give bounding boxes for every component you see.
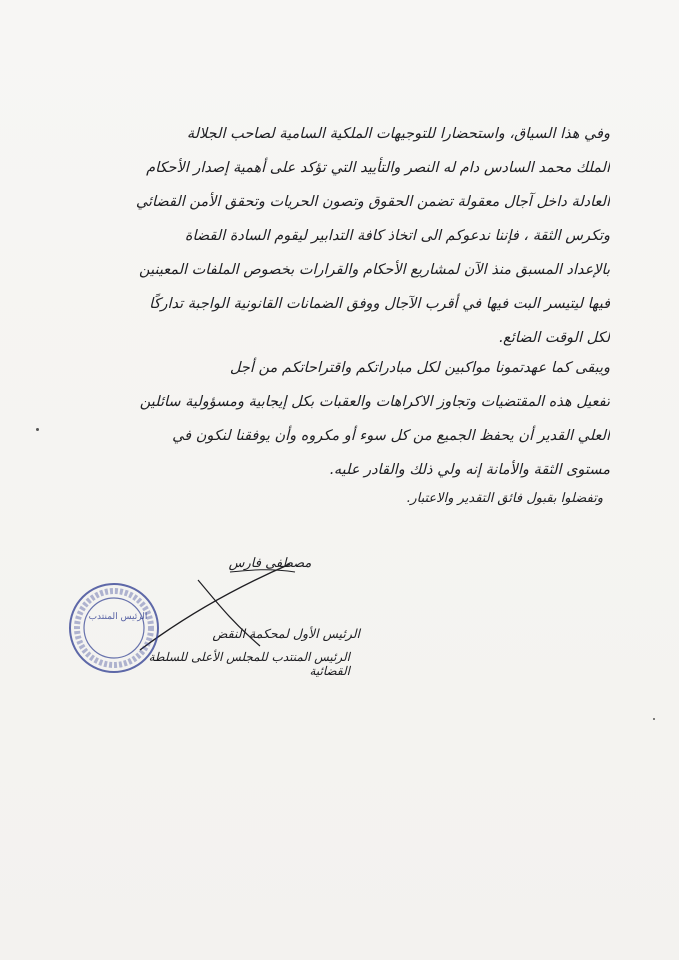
paragraph-line: العادلة داخل آجال معقولة تضمن الحقوق وتصون الحريات وتحقق الأمن القضائي <box>135 194 610 210</box>
paragraph-line: لكل الوقت الضائع. <box>498 330 610 346</box>
paragraph-line: الملك محمد السادس دام له النصر والتأييد التي تؤكد على أهمية إصدار الأحكام <box>146 160 610 176</box>
letter-paragraph-2 <box>70 351 610 487</box>
signatory-title-1: الرئيس الأول لمحكمة النقض <box>212 626 360 641</box>
paragraph-line: العلي القدير أن يحفظ الجميع من كل سوء أو مكروه وأن يوفقنا لنكون في <box>172 428 610 444</box>
signatory-title-2: الرئيس المنتدب للمجلس الأعلى للسلطة القضائية <box>148 650 350 678</box>
closing-formula: وتفضلوا بقبول فائق التقدير والاعتبار. <box>406 491 603 506</box>
paragraph-line: ويبقى كما عهدتمونا مواكبين لكل مبادراتكم واقتراحاتكم من أجل <box>229 360 610 376</box>
paragraph-line: تفعيل هذه المقتضيات وتجاوز الاكراهات والعقبات بكل إيجابية ومسؤولية سائلين <box>139 394 610 410</box>
stamp-inner-text: الرئيس المنتدب <box>88 612 148 622</box>
signature-name: مصطفى فارس <box>228 556 312 571</box>
paragraph-line: بالإعداد المسبق منذ الآن لمشاريع الأحكام والقرارات بخصوص الملفات المعينين <box>139 262 610 278</box>
paragraph-line: فيها ليتيسر البت فيها في أقرب الآجال ووفق الضمانات القانونية الواجبة تداركًا <box>149 296 610 312</box>
paragraph-line: وفي هذا السياق، واستحضارا للتوجيهات الملكية السامية لصاحب الجلالة <box>186 126 610 142</box>
letter-paragraph-1 <box>70 117 610 355</box>
paper-speck <box>653 718 655 720</box>
paragraph-line: وتكرس الثقة ، فإننا ندعوكم الى اتخاذ كافة التدابير ليقوم السادة القضاة <box>184 228 610 244</box>
paper-speck <box>36 428 39 431</box>
paragraph-line: مستوى الثقة والأمانة إنه ولي ذلك والقادر عليه. <box>329 462 610 478</box>
